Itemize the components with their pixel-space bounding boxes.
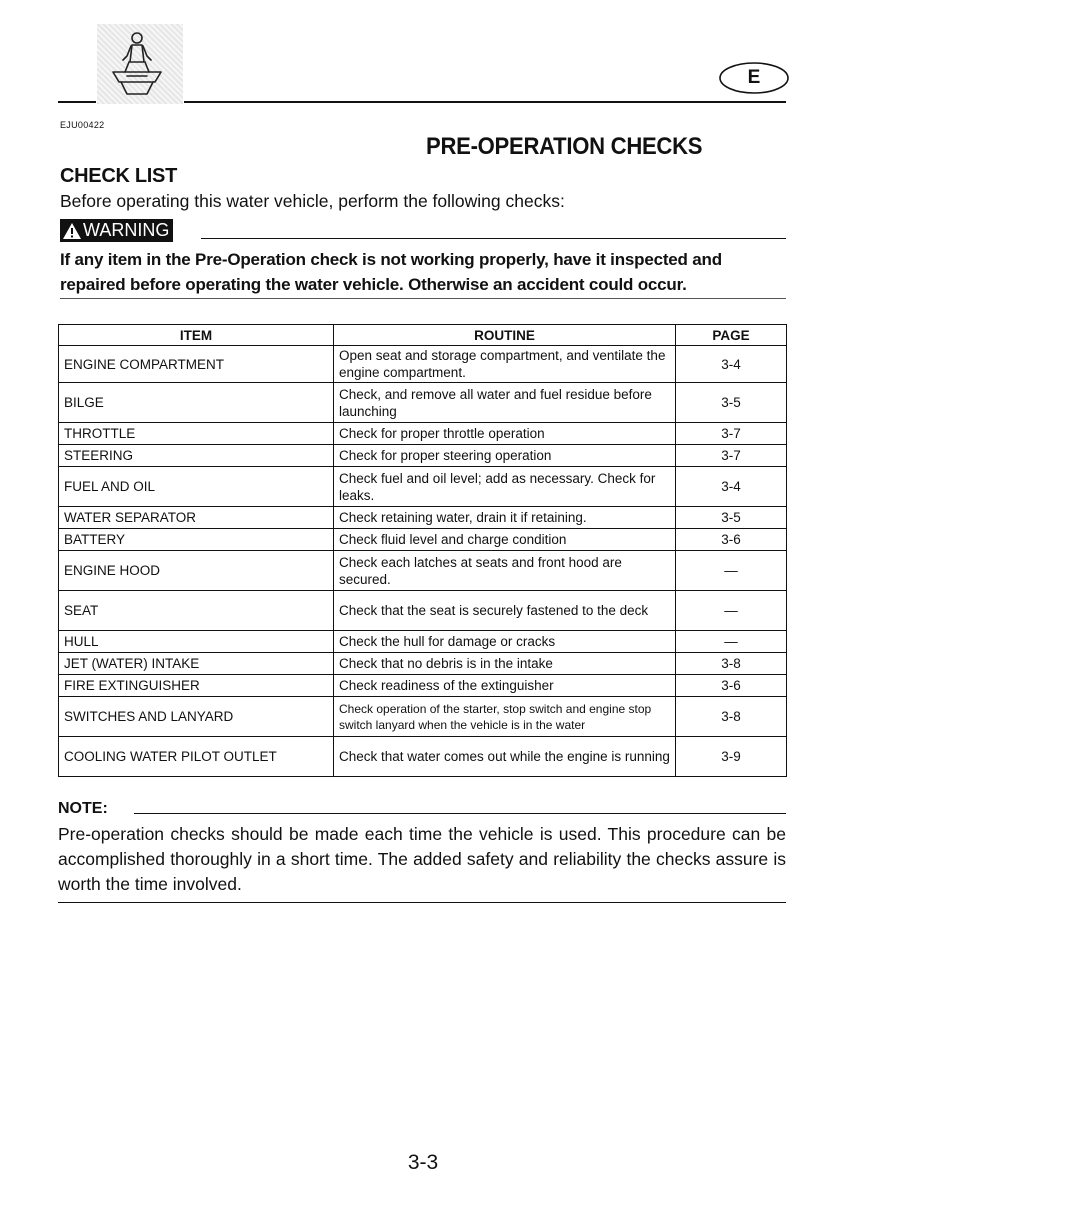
routine-cell: Check for proper throttle operation (334, 423, 676, 445)
table-row (59, 467, 787, 507)
table-row (59, 383, 787, 423)
table-row (59, 591, 787, 631)
item-cell: JET (WATER) INTAKE (59, 653, 334, 675)
page-cell: 3-5 (676, 383, 787, 423)
routine-cell: Check that no debris is in the intake (334, 653, 676, 675)
routine-cell: Check readiness of the extinguisher (334, 675, 676, 697)
page-cell: 3-6 (676, 675, 787, 697)
page-cell: 3-8 (676, 697, 787, 737)
table-row (59, 346, 787, 383)
note-text: Pre-operation checks should be made each time the vehicle is used. This procedure can be accomplished thoroughly in a short time. The added safety and reliability the checks assure is worth the time involved. (58, 824, 786, 894)
note-bottom-rule (58, 902, 786, 903)
routine-cell: Check fuel and oil level; add as necessary. Check for leaks. (334, 467, 676, 507)
item-cell: COOLING WATER PILOT OUTLET (59, 737, 334, 777)
table-row (59, 675, 787, 697)
routine-cell: Check that water comes out while the engine is running (334, 737, 676, 777)
item-cell: SEAT (59, 591, 334, 631)
item-cell: FIRE EXTINGUISHER (59, 675, 334, 697)
page-cell: — (676, 591, 787, 631)
routine-cell: Open seat and storage compartment, and ventilate the engine compartment. (334, 346, 676, 383)
header-rule-left (58, 101, 96, 103)
page-cell: 3-6 (676, 529, 787, 551)
table-row (59, 551, 787, 591)
routine-cell: Check operation of the starter, stop switch and engine stop switch lanyard when the vehicle is in the water (334, 697, 676, 737)
page-cell: — (676, 551, 787, 591)
column-header-page: PAGE (676, 325, 787, 346)
table-row (59, 423, 787, 445)
warning-text: If any item in the Pre-Operation check is not working properly, have it inspected and repaired before operating the water vehicle. Otherwise an accident could occur. (60, 250, 722, 294)
page-cell: 3-9 (676, 737, 787, 777)
table-row (59, 445, 787, 467)
table-row (59, 507, 787, 529)
table-row (59, 631, 787, 653)
language-code: E (747, 67, 761, 88)
item-cell: WATER SEPARATOR (59, 507, 334, 529)
note-rule (134, 813, 786, 814)
page-cell: 3-8 (676, 653, 787, 675)
check-list-table (58, 324, 787, 777)
table-row (59, 697, 787, 737)
item-cell: FUEL AND OIL (59, 467, 334, 507)
table-header-row (59, 325, 787, 346)
table-row (59, 737, 787, 777)
note-label: NOTE: (58, 800, 108, 817)
section-title: CHECK LIST (60, 165, 178, 187)
intro-text: Before operating this water vehicle, perform the following checks: (60, 191, 565, 211)
item-cell: HULL (59, 631, 334, 653)
page-number: 3-3 (407, 1151, 439, 1174)
page-cell: 3-7 (676, 445, 787, 467)
page-cell: 3-4 (676, 467, 787, 507)
item-cell: SWITCHES AND LANYARD (59, 697, 334, 737)
language-badge (718, 60, 790, 96)
page-cell: — (676, 631, 787, 653)
page-title: PRE-OPERATION CHECKS (426, 133, 703, 160)
document-code: EJU00422 (60, 120, 105, 130)
routine-cell: Check retaining water, drain it if retaining. (334, 507, 676, 529)
page-cell: 3-7 (676, 423, 787, 445)
item-cell: BATTERY (59, 529, 334, 551)
routine-cell: Check fluid level and charge condition (334, 529, 676, 551)
routine-cell: Check for proper steering operation (334, 445, 676, 467)
warning-badge (60, 219, 173, 242)
routine-cell: Check each latches at seats and front hood are secured. (334, 551, 676, 591)
item-cell: BILGE (59, 383, 334, 423)
column-header-routine: ROUTINE (334, 325, 676, 346)
warning-label: WARNING (83, 220, 170, 240)
page-cell: 3-5 (676, 507, 787, 529)
column-header-item: ITEM (59, 325, 334, 346)
page-cell: 3-4 (676, 346, 787, 383)
watercraft-rider-icon (97, 24, 183, 104)
item-cell: THROTTLE (59, 423, 334, 445)
item-cell: ENGINE COMPARTMENT (59, 346, 334, 383)
routine-cell: Check, and remove all water and fuel residue before launching (334, 383, 676, 423)
item-cell: ENGINE HOOD (59, 551, 334, 591)
warning-bottom-rule (60, 298, 786, 299)
table-row (59, 529, 787, 551)
routine-cell: Check the hull for damage or cracks (334, 631, 676, 653)
item-cell: STEERING (59, 445, 334, 467)
warning-rule (201, 238, 786, 239)
table-row (59, 653, 787, 675)
header-rule (184, 101, 786, 103)
warning-triangle-icon (62, 222, 82, 240)
routine-cell: Check that the seat is securely fastened to the deck (334, 591, 676, 631)
